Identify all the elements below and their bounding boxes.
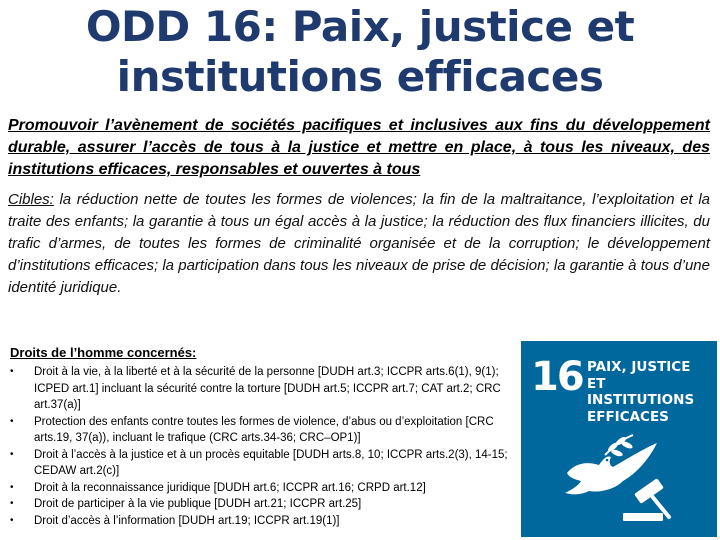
targets-label: Cibles: — [8, 191, 54, 208]
bullet: • — [10, 498, 14, 509]
list-item — [10, 496, 510, 513]
rights-list — [10, 364, 510, 529]
dove-gavel-icon — [561, 433, 681, 531]
list-item — [10, 447, 510, 480]
right-text: Droit de participer à la vie publique [DUDH art.21; ICCPR art.25] — [34, 498, 362, 510]
right-text: Droit d’accès à l’information [DUDH art.19; ICCPR art.19(1)] — [34, 514, 340, 527]
rights-heading: Droits de l’homme concernés: — [10, 345, 197, 360]
targets-paragraph — [8, 189, 710, 299]
bullet: • — [10, 448, 14, 460]
right-text: Droit à la reconnaissance juridique [DUDH art.6; ICCPR art.16; CRPD art.12] — [34, 481, 426, 494]
sdg-16-tile — [521, 341, 717, 537]
targets-text: la réduction nette de toutes les formes de violences; la fin de la maltraitance, l’exploitation et la traite des enfants; la garantie à tous un égal accès à la justice; la réduction des flux financiers illicites, du trafic d’armes, de toutes les formes de criminalité organisée et de la corruption; le développement d’institutions efficaces; la participation dans tous les niveaux de prise de décision; la garantie à tous d’une identité juridique. — [8, 191, 710, 296]
right-text: Droit à l’accès à la justice et à un procès equitable [DUDH arts.8, 10; ICCPR arts.2(3), 14-15; CEDAW art.2(c)] — [34, 448, 508, 477]
list-item — [10, 364, 510, 414]
sdg-number: 16 — [531, 354, 583, 400]
sdg-label: PAIX, JUSTICE ET INSTITUTIONS EFFICACES — [587, 359, 695, 425]
right-text: Protection des enfants contre toutes les formes de violence, d’abus ou d’exploitation [CRC arts.19, 37(a)), incluant le trafique (CRC arts.34-36; CRC–OP1)] — [34, 415, 494, 444]
bullet: • — [10, 481, 14, 493]
list-item — [10, 414, 510, 447]
page-title: ODD 16: Paix, justice et institutions efficaces — [85, 2, 635, 101]
list-item — [10, 513, 510, 530]
bullet: • — [10, 366, 14, 377]
list-item — [10, 480, 510, 497]
right-text: Droit à la vie, à la liberté et à la sécurité de la personne [DUDH art.3; ICCPR arts.6(1), 9(1); ICPED art.1] incluant la sécurité contre la torture [DUDH art.5; ICCPR art.7; CAT art.2; CRC art.37(a)] — [34, 366, 501, 411]
goal-statement: Promouvoir l’avènement de sociétés pacifiques et inclusives aux fins du développement durable, assurer l’accès de tous à la justice et mettre en place, à tous les niveaux, des institutions efficaces, responsables et ouvertes à tous — [8, 117, 710, 178]
bullet: • — [10, 514, 14, 526]
bullet: • — [10, 415, 14, 427]
